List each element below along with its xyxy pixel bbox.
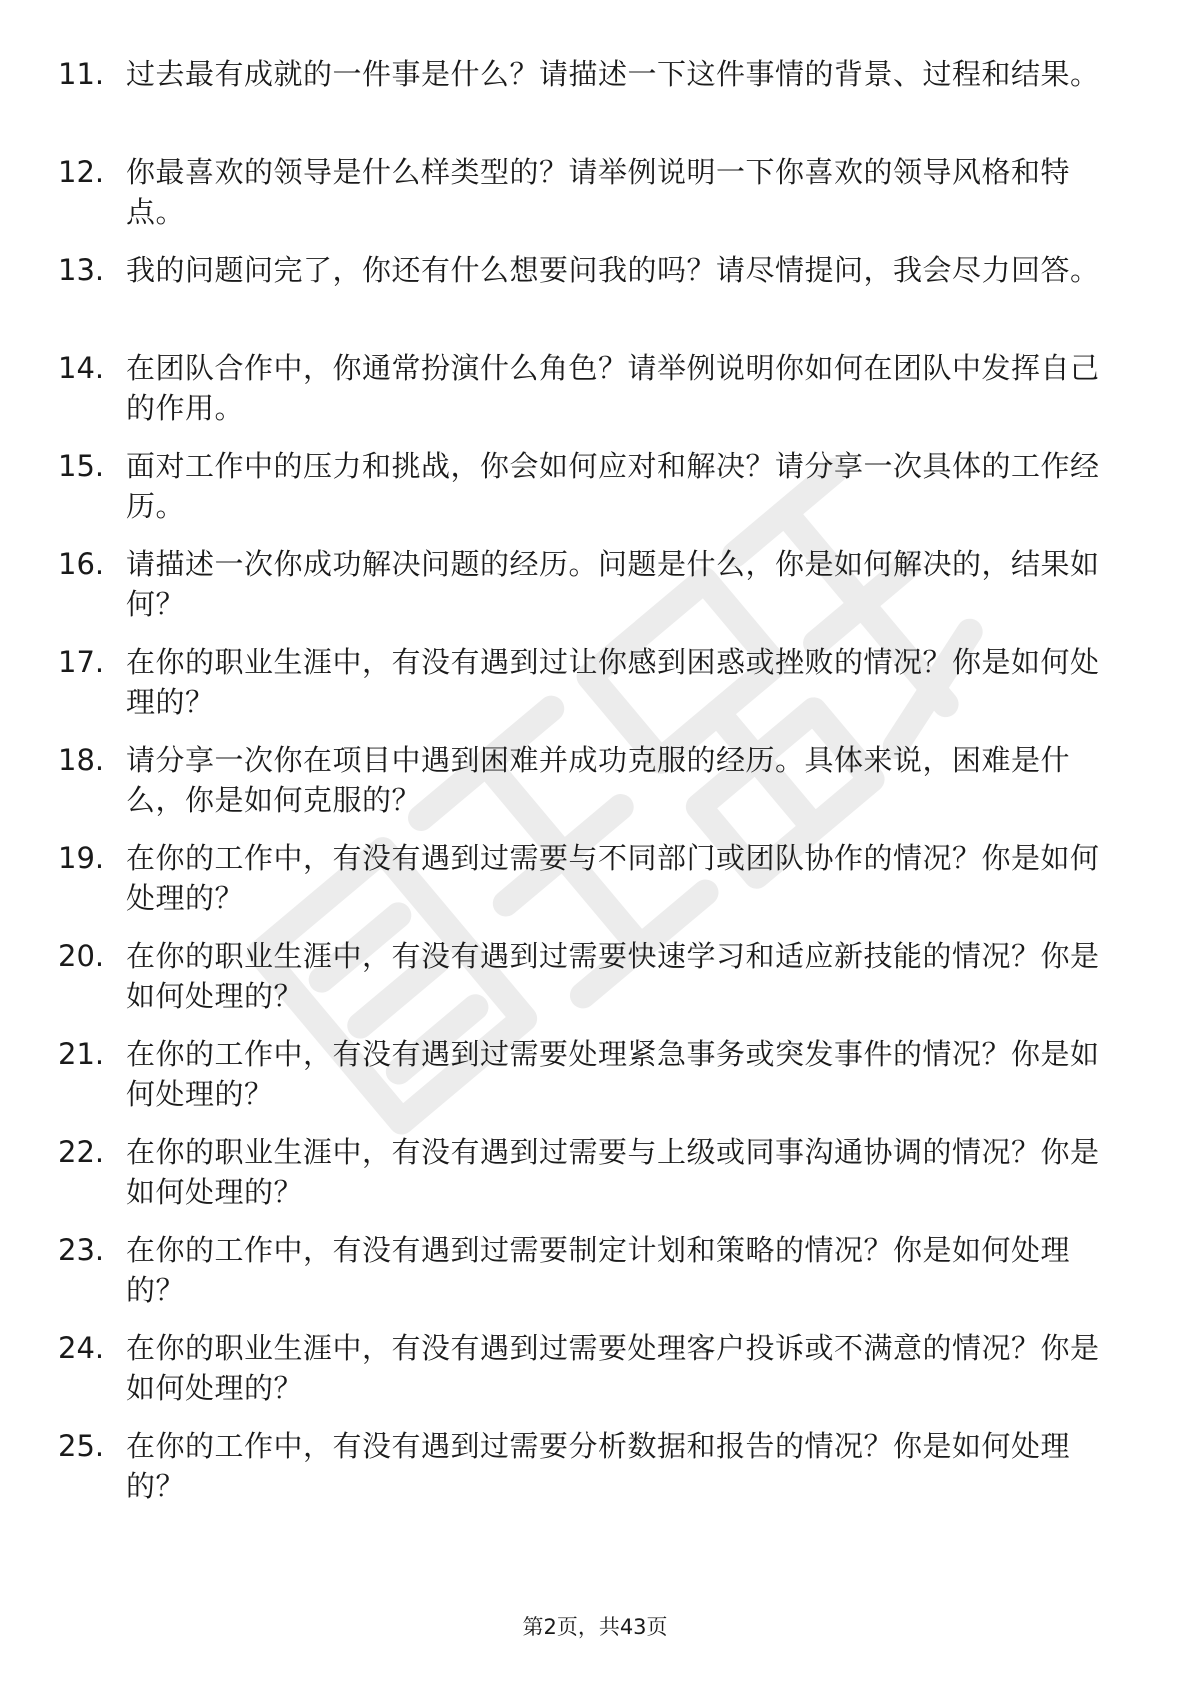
list-item (58, 1230, 1118, 1328)
list-item (58, 1426, 1118, 1524)
question-text: 在你的工作中，有没有遇到过需要与不同部门或团队协作的情况？你是如何处理的？ (126, 841, 1100, 915)
list-item (58, 936, 1118, 1034)
list-item (58, 642, 1118, 740)
list-item (58, 54, 1118, 152)
question-text: 我的问题问完了，你还有什么想要问我的吗？请尽情提问，我会尽力回答。 (126, 253, 1100, 287)
question-text: 在你的工作中，有没有遇到过需要制定计划和策略的情况？你是如何处理的？ (126, 1233, 1071, 1307)
list-item (58, 1328, 1118, 1426)
question-text: 过去最有成就的一件事是什么？请描述一下这件事情的背景、过程和结果。 (126, 57, 1100, 91)
question-number: 13. (58, 253, 105, 287)
question-number: 11. (58, 57, 105, 91)
question-text: 在你的工作中，有没有遇到过需要处理紧急事务或突发事件的情况？你是如何处理的？ (126, 1037, 1100, 1111)
question-text: 面对工作中的压力和挑战，你会如何应对和解决？请分享一次具体的工作经历。 (126, 449, 1100, 523)
question-number: 24. (58, 1331, 105, 1365)
question-number: 19. (58, 841, 105, 875)
question-text: 在你的职业生涯中，有没有遇到过让你感到困惑或挫败的情况？你是如何处理的？ (126, 645, 1100, 719)
question-number: 15. (58, 449, 105, 483)
question-number: 22. (58, 1135, 105, 1169)
list-item (58, 446, 1118, 544)
question-text: 在你的职业生涯中，有没有遇到过需要处理客户投诉或不满意的情况？你是如何处理的？ (126, 1331, 1100, 1405)
list-item (58, 152, 1118, 250)
list-item (58, 1132, 1118, 1230)
question-number: 21. (58, 1037, 105, 1071)
list-item (58, 544, 1118, 642)
list-item (58, 740, 1118, 838)
question-number: 25. (58, 1429, 105, 1463)
question-number: 12. (58, 155, 105, 189)
page-footer: 第2页，共43页 (522, 1615, 668, 1639)
question-text: 你最喜欢的领导是什么样类型的？请举例说明一下你喜欢的领导风格和特点。 (126, 155, 1071, 229)
question-number: 23. (58, 1233, 105, 1267)
question-number: 16. (58, 547, 105, 581)
question-text: 在你的职业生涯中，有没有遇到过需要与上级或同事沟通协调的情况？你是如何处理的？ (126, 1135, 1100, 1209)
question-text: 请描述一次你成功解决问题的经历。问题是什么，你是如何解决的，结果如何？ (126, 547, 1100, 621)
question-text: 在你的工作中，有没有遇到过需要分析数据和报告的情况？你是如何处理的？ (126, 1429, 1071, 1503)
list-item (58, 1034, 1118, 1132)
question-text: 在团队合作中，你通常扮演什么角色？请举例说明你如何在团队中发挥自己的作用。 (126, 351, 1100, 425)
question-text: 在你的职业生涯中，有没有遇到过需要快速学习和适应新技能的情况？你是如何处理的？ (126, 939, 1100, 1013)
question-number: 18. (58, 743, 105, 777)
list-item (58, 838, 1118, 936)
question-list (58, 54, 1118, 1524)
question-number: 20. (58, 939, 105, 973)
list-item (58, 250, 1118, 348)
question-text: 请分享一次你在项目中遇到困难并成功克服的经历。具体来说，困难是什么，你是如何克服的？ (126, 743, 1071, 817)
question-number: 17. (58, 645, 105, 679)
list-item (58, 348, 1118, 446)
question-number: 14. (58, 351, 105, 385)
